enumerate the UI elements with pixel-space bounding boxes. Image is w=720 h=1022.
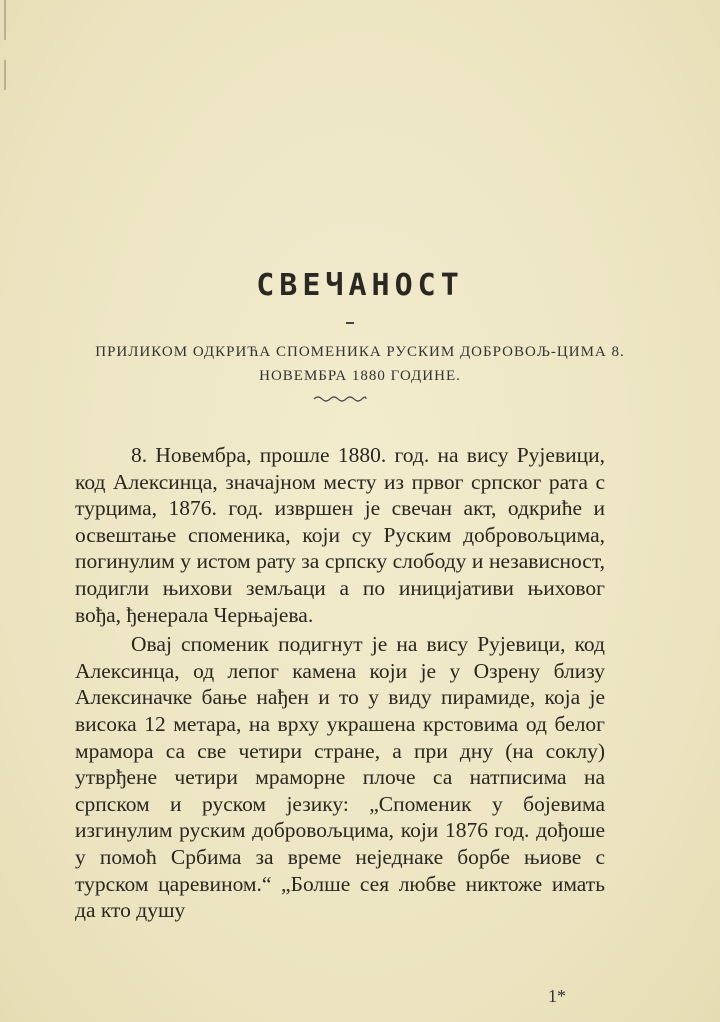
page-folio: 1*: [548, 986, 566, 1006]
wave-ornament-icon: [312, 394, 368, 404]
paragraph: 8. Новембра, прошле 1880. год. на вису Рујевици, код Алексинца, значајном месту из првог српског рата с турцима, 1876. год. извршен је свечан акт, одкриће и освештање споменика, који су Руским добровољцима, погинулим у истом рату за српску слободу и независност, подигли њихови земљаци а по иницијативи њиховог вођа, ђенерала Черњајева.: [75, 443, 605, 627]
page-edge-mark: [4, 0, 6, 40]
paragraph: Овај споменик подигнут је на вису Рујевици, код Алексинца, од лепог камена који је у Озрену близу Алексиначке бање нађен и то у виду пирамиде, која је висока 12 метара, на врху украшена крстовима од белог мрамора са све четири стране, а при дну (на соклу) утврђене четири мраморне плоче са натписима на српском и руском језику: „Споменик у бојевима изгинулим руским добровољцима, који 1876 год. дођоше у помоћ Србима за време неједнаке борбе њиове с турском царевином.“ „Болше сея любве никтоже имать да кто душу: [75, 632, 605, 923]
title-dash: [346, 322, 354, 324]
page-title: СВЕЧАНОСТ: [256, 268, 464, 303]
page-subtitle: ПРИЛИКОМ ОДКРИЋА СПОМЕНИКА РУСКИМ ДОБРОВОЉ-ЦИМА 8. НОВЕМБРА 1880 ГОДИНЕ.: [95, 344, 625, 384]
page-edge-mark: [4, 60, 6, 90]
body-text: [75, 442, 605, 924]
